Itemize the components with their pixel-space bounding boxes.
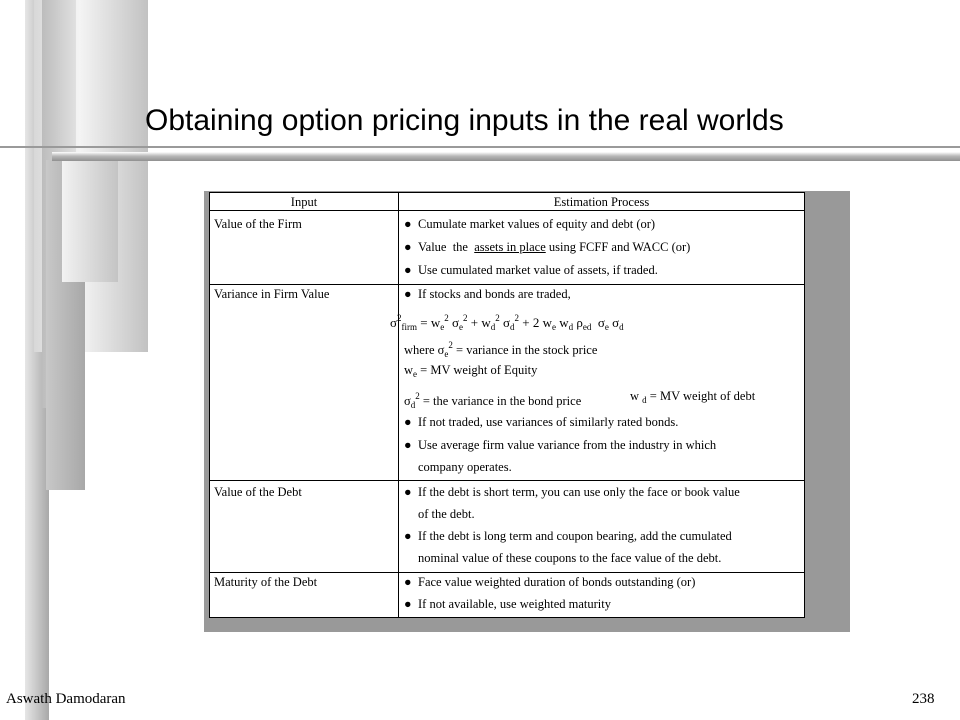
formula-definition: w $_d$ = MV weight of debt: [630, 389, 756, 405]
list-item-continuation: nominal value of these coupons to the face value of the debt.: [418, 551, 722, 565]
title-rule: [0, 146, 960, 148]
input-label: Variance in Firm Value: [214, 287, 330, 301]
list-item-text: If the debt is long term and coupon bearing, add the cumulated: [418, 529, 732, 543]
input-label: Value of the Debt: [214, 485, 302, 499]
page-number: 238: [912, 691, 935, 707]
list-item: ● Use average firm value variance from the industry in which: [404, 438, 717, 452]
data-table: [209, 192, 805, 618]
input-label: Maturity of the Debt: [214, 575, 318, 589]
list-item-text: Cumulate market values of equity and debt (or): [418, 217, 656, 231]
table-panel: [204, 191, 850, 632]
list-item: ● If not available, use weighted maturity: [404, 597, 611, 611]
column-header-process: Estimation Process: [553, 195, 650, 209]
list-item: ● If the debt is long term and coupon bearing, add the cumulated: [404, 529, 732, 543]
decorative-bar: [62, 160, 118, 282]
row-divider: [210, 210, 804, 211]
title-rule-shadow: [52, 152, 960, 161]
column-header-input: Input: [290, 195, 318, 209]
list-item: ● Cumulate market values of equity and debt (or): [404, 217, 656, 231]
list-item-text: If not traded, use variances of similarly rated bonds.: [418, 415, 679, 429]
list-item-text: Face value weighted duration of bonds outstanding (or): [418, 575, 696, 589]
list-item-continuation: company operates.: [418, 460, 512, 474]
list-item: ● Face value weighted duration of bonds outstanding (or): [404, 575, 696, 589]
list-item-continuation: of the debt.: [418, 507, 475, 521]
slide-title: Obtaining option pricing inputs in the real worlds: [145, 104, 784, 137]
footer-author: Aswath Damodaran: [6, 691, 126, 707]
variance-formula: $\sigma^2_{firm} = w_e^2$ $\sigma_e^2 + w_d^2$ $\sigma_d^2 + 2$ $w_e$ $w_d$ $\rho_{ed}$ $\sigma_e$ $\sigma_d$: [390, 313, 624, 332]
input-label: Value of the Firm: [214, 217, 302, 231]
column-separator: [398, 193, 399, 617]
list-item-text: If stocks and bonds are traded,: [418, 287, 571, 301]
row-divider: [210, 572, 804, 573]
list-item-text: Use average firm value variance from the industry in which: [418, 438, 717, 452]
row-divider: [210, 284, 804, 285]
list-item: ● If stocks and bonds are traded,: [404, 287, 571, 301]
list-item: ● Use cumulated market value of assets, if traded.: [404, 263, 658, 277]
formula-definition: where $\sigma_e^2$ = variance in the stock price: [404, 340, 598, 359]
formula-definition: $w_e$ = MV weight of Equity: [404, 363, 538, 379]
list-item-text: Use cumulated market value of assets, if traded.: [418, 263, 658, 277]
list-item-text: If the debt is short term, you can use only the face or book value: [418, 485, 740, 499]
row-divider: [210, 480, 804, 481]
list-item: ● If the debt is short term, you can use only the face or book value: [404, 485, 740, 499]
formula-definition: $\sigma_d^2$ = the variance in the bond price: [404, 391, 582, 410]
list-item-text: If not available, use weighted maturity: [418, 597, 611, 611]
list-item: ● If not traded, use variances of similarly rated bonds.: [404, 415, 679, 429]
list-item: ● Value the assets in place using FCFF and WACC (or): [404, 240, 691, 254]
